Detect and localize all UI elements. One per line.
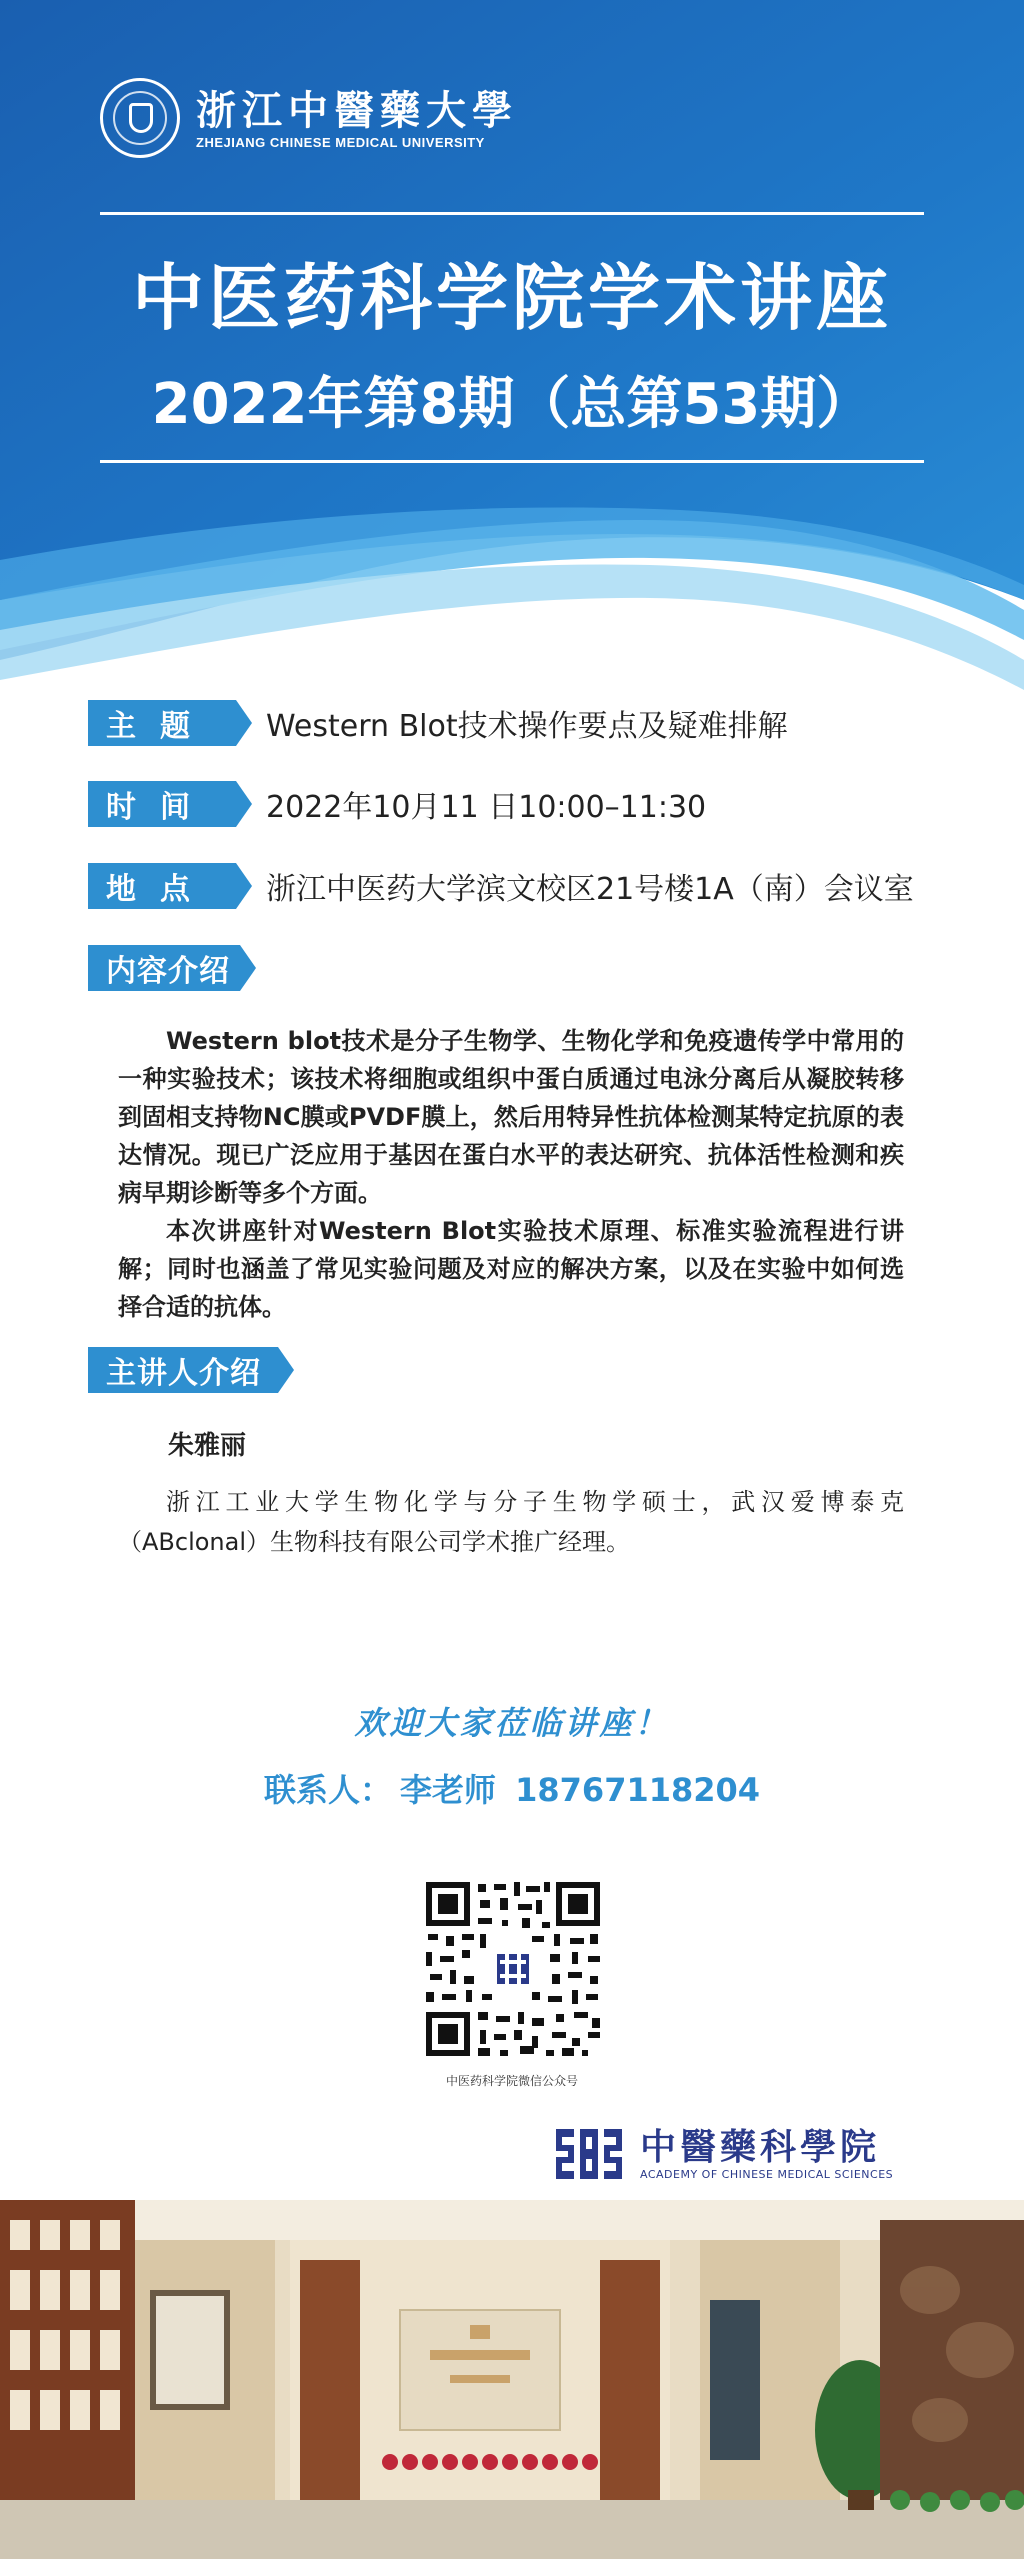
speaker-name: 朱雅丽: [168, 1431, 247, 1461]
building-lobby-photo: [0, 2200, 1024, 2559]
speaker-bio-text: 浙江工业大学生物化学与分子生物学硕士，武汉爱博泰克（ABclonal）生物科技有限公司学术推广经理。: [118, 1488, 904, 1556]
content-section: [88, 945, 240, 991]
bottom-divider: [100, 460, 924, 463]
speaker-label: 主讲人介绍: [88, 1347, 278, 1393]
qr-caption: 中医药科学院微信公众号: [445, 2074, 578, 2088]
content-label: 内容介绍: [88, 945, 240, 991]
wechat-qr-code[interactable]: [422, 1878, 604, 2060]
contact-name: 李老师: [399, 1771, 496, 1809]
topic-value: Western Blot技术操作要点及疑难排解: [266, 709, 788, 744]
top-divider: [100, 212, 924, 215]
contact-line: [0, 1765, 1024, 1811]
content-paragraph-2: 本次讲座针对Western Blot实验技术原理、标准实验流程进行讲解；同时也涵盖了常见实验问题及对应的解决方案，以及在实验中如何选择合适的抗体。: [118, 1217, 904, 1321]
university-logo: [100, 78, 518, 158]
topic-row: [88, 700, 788, 746]
time-value: 2022年10月11 日10:00–11:30: [266, 790, 707, 825]
time-label: 时间: [88, 781, 236, 827]
place-label: 地点: [88, 863, 236, 909]
contact-phone[interactable]: 18767118204: [515, 1771, 761, 1809]
content-body: [118, 1022, 904, 1326]
academy-logo: [556, 2126, 893, 2181]
speaker-bio: [118, 1482, 904, 1562]
time-row: [88, 781, 706, 827]
university-name-en: ZHEJIANG CHINESE MEDICAL UNIVERSITY: [196, 134, 485, 150]
welcome-message: 欢迎大家莅临讲座！: [354, 1704, 670, 1742]
topic-label: 主题: [88, 700, 236, 746]
university-name-cn: 浙江中醫藥大學: [196, 86, 518, 134]
page-title: 中医药科学院学术讲座: [131, 256, 892, 340]
academy-emblem-icon: [556, 2129, 622, 2179]
contact-label: 联系人：: [263, 1771, 392, 1809]
header-banner: [0, 0, 1024, 700]
place-row: [88, 863, 914, 909]
place-value: 浙江中医药大学滨文校区21号楼1A（南）会议室: [266, 872, 914, 907]
academy-name-en: ACADEMY OF CHINESE MEDICAL SCIENCES: [640, 2168, 894, 2181]
university-seal-icon: [100, 78, 180, 158]
content-paragraph-1: Western blot技术是分子生物学、生物化学和免疫遗传学中常用的一种实验技术；该技术将细胞或组织中蛋白质通过电泳分离后从凝胶转移到固相支持物NC膜或PVDF膜上，然后用特异性抗体检测某特定抗原的表达情况。现已广泛应用于基因在蛋白水平的表达研究、抗体活性检测和疾病早期诊断等多个方面。: [118, 1027, 904, 1207]
academy-name-cn: 中醫藥科學院: [640, 2126, 881, 2168]
speaker-section: [88, 1347, 278, 1393]
page-subtitle: 2022年第8期（总第53期）: [151, 372, 873, 437]
